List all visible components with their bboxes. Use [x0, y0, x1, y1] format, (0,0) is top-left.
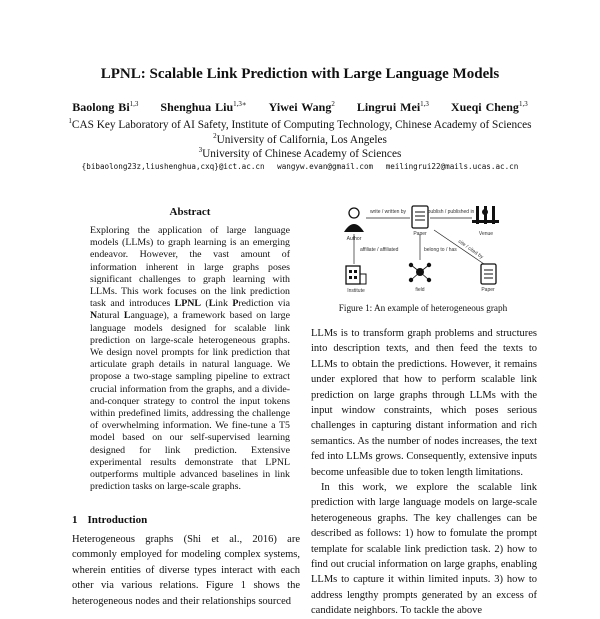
- edge-label-belongs: belong to / has: [424, 247, 457, 253]
- edge-label-write: write / written by: [369, 209, 407, 215]
- edge-label-cite: cite / cited by: [456, 238, 485, 261]
- paper-icon: [481, 264, 496, 284]
- abstract-body: Exploring the application of large language models (LLMs) to graph learning is an emerging endeavor. However, the vast amount of information inherent in large graphs poses significant challenges to graph learning with LLMs. This work focuses on the link prediction task and introduces LPNL (Link Prediction via Natural Language), a framework based on large language models designed for scalable link prediction on large-scale heterogeneous graphs. We design novel prompts for link prediction that articulate graph details in natural language. We propose a two-stage sampling pipeline to extract crucial information from the graphs, and a divide-and-conquer strategy to control the input tokens within predefined limits, addressing the challenge of overwhelming information. We fine-tune a T5 model based on our self-supervised learning designed for link prediction. Extensive experimental results demonstrate that LPNL outperforms multiple advanced baselines in link prediction tasks on large-scale graphs.: [90, 225, 290, 493]
- author: Yiwei Wang$^2$: [268, 100, 335, 114]
- email: meilingrui22@mails.ucas.ac.cn: [385, 162, 519, 171]
- email-list: [0, 162, 600, 171]
- node-label-paper-2: Paper: [481, 287, 495, 293]
- edge-label-affiliate: affiliate / affiliated: [360, 247, 399, 253]
- edge-label-publish: publish / published in: [427, 209, 475, 215]
- node-label-venue: Venue: [478, 231, 494, 237]
- heterogeneous-graph-figure: [316, 202, 530, 297]
- affiliation: $^2$University of California, Los Angeles: [213, 132, 387, 146]
- author: Xueqi Cheng$^{1,3}$: [450, 100, 528, 114]
- institute-icon: [346, 266, 366, 284]
- venue-icon: [472, 206, 499, 224]
- author-icon: [344, 208, 364, 232]
- paper-title: LPNL: Scalable Link Prediction with Large Language Models: [100, 66, 500, 82]
- author-list: [0, 100, 600, 115]
- author: Lingrui Mei$^{1,3}$: [356, 100, 429, 114]
- author: Shenghua Liu$^{1,3∗}$: [160, 100, 247, 114]
- figure-caption: Figure 1: An example of heterogeneous graph: [338, 303, 508, 313]
- author: Baolong Bi$^{1,3}$: [72, 100, 139, 114]
- node-label-field: field: [415, 287, 425, 293]
- email: {bibaolong23z,liushenghua,cxq}@ict.ac.cn: [81, 162, 265, 171]
- node-label-institute: Institute: [347, 288, 365, 294]
- paper-icon: [412, 206, 428, 228]
- right-paragraph-2: In this work, we explore the scalable link prediction with large language models on large-scale heterogeneous graphs. The key challenges can be described as follows: 1) how to fomulate the prompt template for scalable link prediction task. 2) how to find out crucial information on large graphs, enabling LLMs to capture it within limited inputs. 3) how to address lengthy prompts generated by an excess of candidate neighbors. To tackle the above: [311, 482, 537, 617]
- node-label-author: Author: [346, 236, 362, 242]
- node-label-paper: Paper: [413, 231, 427, 237]
- intro-paragraph: Heterogeneous graphs (Shi et al., 2016) are commonly employed for modeling complex systems, wherein entities of diverse types interact with each other via various relations. Figure 1 shows the heterogeneous nodes and their relationships sourced: [72, 534, 300, 607]
- field-icon: [409, 263, 431, 282]
- right-paragraph-1: LLMs is to transform graph problems and structures into description texts, and then feed the texts to LLMs to obtain the predictions. However, it remains under explored that how to perform scalable link prediction on large graphs through LLMs with the input window constraints, which poses serious challenges in capturing distant information and rich semantics. As the number of nodes increases, the text fed into LLMs grows. Consequently, extensive inputs become unfeasible due to token length limitations.: [311, 328, 537, 478]
- affiliation: $^3$University of Chinese Academy of Sciences: [198, 146, 402, 160]
- affiliation: $^1$CAS Key Laboratory of AI Safety, Institute of Computing Technology, Chinese Academy of Sciences: [68, 117, 532, 131]
- email: wangyw.evan@gmail.com: [277, 162, 374, 171]
- abstract-heading: Abstract: [169, 206, 211, 218]
- section-heading: 1 Introduction: [72, 514, 148, 526]
